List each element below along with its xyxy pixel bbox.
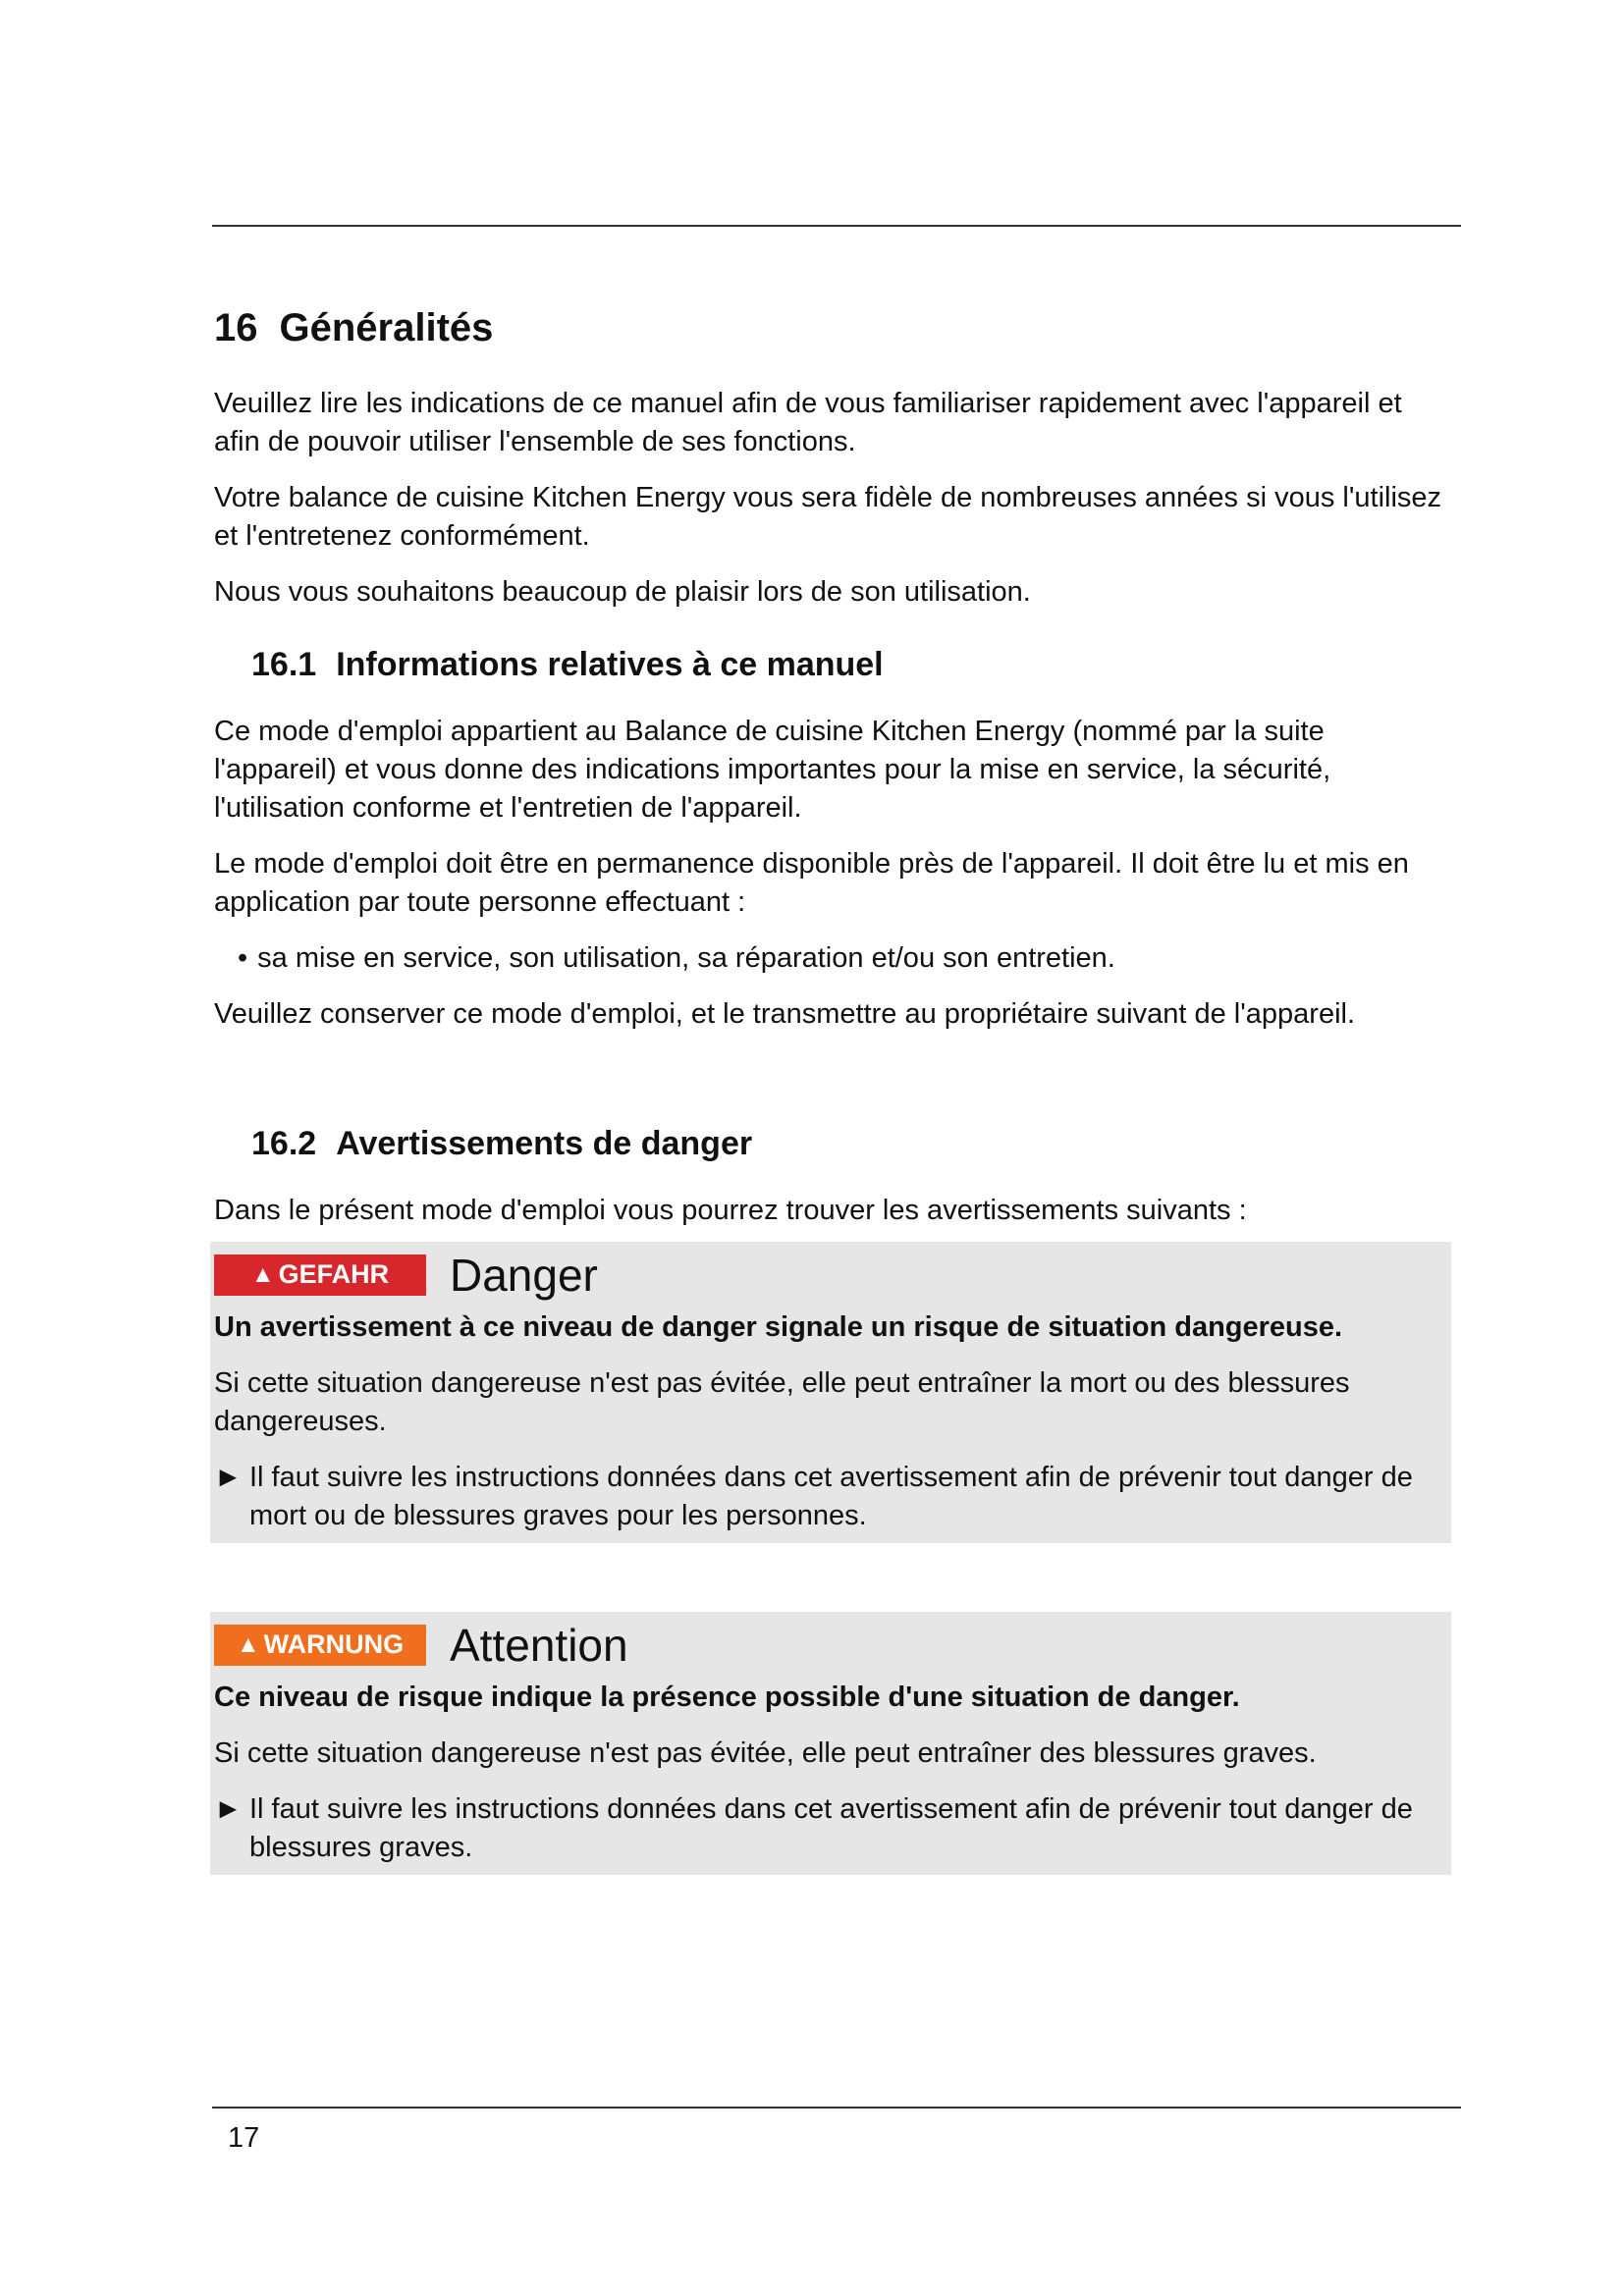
subsection-heading-manual [251, 645, 1451, 685]
intro-paragraph-3: Nous vous souhaitons beaucoup de plaisir lors de son utilisation. [214, 576, 1031, 608]
warning-instruction [214, 1790, 1451, 1867]
subsection-number: 16.1 [251, 646, 317, 683]
subsection-heading-warnings [251, 1124, 1451, 1164]
danger-instruction [214, 1459, 1451, 1535]
warning-level-title: Attention [450, 1619, 628, 1671]
list-item: • sa mise en service, son utilisation, sa réparation et/ou son entretien. [238, 939, 1451, 978]
subsection-title: Avertissements de danger [336, 1124, 753, 1162]
bullet-list [214, 939, 1451, 978]
page-content [214, 304, 1451, 1875]
footer-rule [212, 2107, 1461, 2109]
warnings-intro: Dans le présent mode d'emploi vous pourrez trouver les avertissements suivants : [214, 1194, 1247, 1226]
warning-instruction-text: Il faut suivre les instructions données dans cet avertissement afin de prévenir tout danger de blessures graves. [249, 1792, 1413, 1863]
warning-description: Ce niveau de risque indique la présence possible d'une situation de danger. [214, 1681, 1240, 1713]
subsection-title: Informations relatives à ce manuel [336, 646, 884, 683]
section-heading [214, 304, 1451, 351]
danger-consequence: Si cette situation dangereuse n'est pas évitée, elle peut entraîner la mort ou des blessures dangereuses. [214, 1366, 1350, 1437]
danger-description: Un avertissement à ce niveau de danger signale un risque de situation dangereuse. [214, 1310, 1343, 1343]
header-rule [212, 225, 1461, 227]
arrow-right-icon: ► [214, 1792, 243, 1825]
subsection-number: 16.2 [251, 1124, 317, 1162]
danger-badge-label: GEFAHR [278, 1259, 390, 1290]
warning-badge-label: WARNUNG [263, 1629, 405, 1660]
intro-paragraph-1: Veuillez lire les indications de ce manuel afin de vous familiariser rapidement avec l'appareil et afin de pouvoir utiliser l'ensemble de ses fonctions. [214, 388, 1402, 457]
section-title: Généralités [279, 306, 494, 349]
danger-level-title: Danger [450, 1249, 598, 1301]
warning-triangle-icon: ▲ [250, 1260, 275, 1288]
warning-box [210, 1612, 1451, 1875]
manual-paragraph-2: Le mode d'emploi doit être en permanence disponible près de l'appareil. Il doit être lu et mis en application par toute personne effectuant : [214, 847, 1409, 918]
arrow-right-icon: ► [214, 1461, 243, 1493]
warning-triangle-icon: ▲ [236, 1630, 260, 1658]
danger-box [210, 1242, 1451, 1543]
section-number: 16 [214, 306, 258, 349]
warning-consequence: Si cette situation dangereuse n'est pas évitée, elle peut entraîner des blessures graves. [214, 1736, 1317, 1769]
intro-paragraph-2: Votre balance de cuisine Kitchen Energy vous sera fidèle de nombreuses années si vous l'utilisez et l'entretenez conformément. [214, 482, 1442, 552]
page-number: 17 [228, 2122, 260, 2154]
danger-badge [214, 1255, 426, 1296]
warning-badge [214, 1625, 426, 1666]
danger-instruction-text: Il faut suivre les instructions données dans cet avertissement afin de prévenir tout danger de mort ou de blessures graves pour les personnes. [249, 1461, 1413, 1531]
manual-closing-paragraph: Veuillez conserver ce mode d'emploi, et le transmettre au propriétaire suivant de l'appareil. [214, 997, 1356, 1030]
manual-paragraph-1: Ce mode d'emploi appartient au Balance de cuisine Kitchen Energy (nommé par la suite l'appareil) et vous donne des indications importantes pour la mise en service, la sécurité, l'utilisation conforme et l'entretien de l'appareil. [214, 715, 1331, 824]
